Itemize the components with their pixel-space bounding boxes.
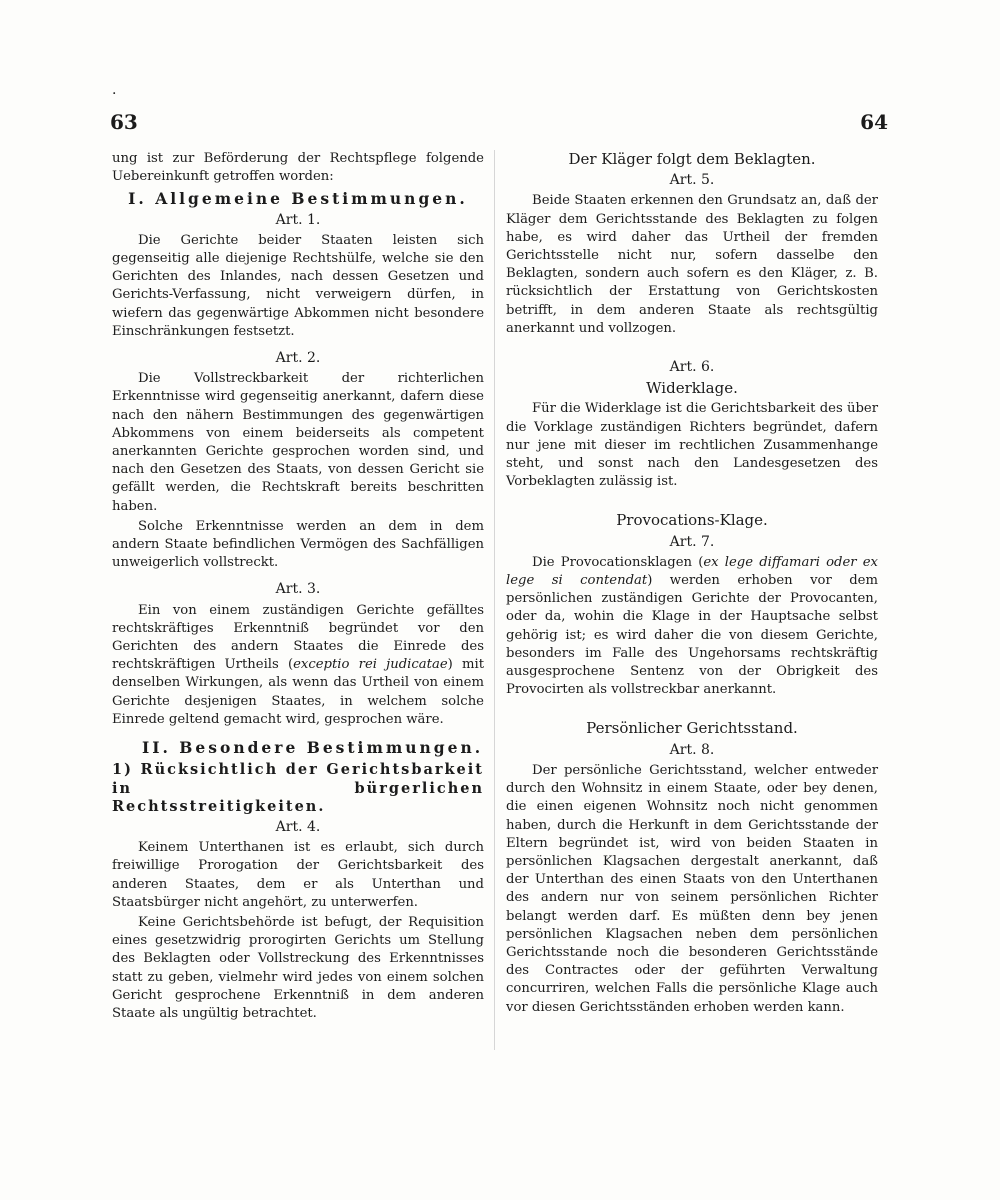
stray-mark: · [112, 86, 117, 102]
page-number-right: 64 [860, 110, 888, 134]
article-6-text: Für die Widerklage ist die Gerichtsbarkeit des über die Vorklage zuständigen Richters begründet, dafern nur jene mit dieser im rechtlichen Zusammenhange steht, und sonst nach den Landesgesetzen des Vorbeklagten zulässig ist. [506, 401, 878, 490]
article-7-text-before: Die Provocationsklagen ( [532, 554, 704, 570]
article-6-label: Art. 6. [669, 359, 715, 376]
article-2-label: Art. 2. [275, 350, 321, 367]
article-1-text: Die Gerichte beider Staaten leisten sich gegenseitig alle diejenige Rechtshülfe, welche sie den Gerichten des Inlandes, nach dessen Gesetzen und Gerichts-Verfassung, nicht verweigern dürfen, in wiefern das gegenwärtige Abkommen nicht besondere Einschränkungen festsetzt. [112, 232, 484, 339]
article-1-label: Art. 1. [275, 211, 321, 228]
article-2-text-b: Solche Erkenntnisse werden an dem in dem andern Staate befindlichen Vermögen des Sachfälligen unweigerlich vollstreckt. [112, 518, 484, 571]
intro-text: ung ist zur Beförderung der Rechtspflege folgende Uebereinkunft getroffen worden: [112, 151, 484, 185]
column-divider [494, 150, 495, 1050]
section-title-general: I. Allgemeine Bestimmungen. [128, 189, 468, 209]
left-column [112, 150, 484, 1025]
heading-personal-jurisdiction: Persönlicher Gerichtsstand. [586, 719, 798, 738]
section-title-special: II. Besondere Bestimmungen. [142, 738, 484, 758]
article-5-label: Art. 5. [669, 172, 715, 189]
article-8-label: Art. 8. [669, 741, 715, 758]
article-7-latin: ex lege diffamari oder ex lege si contendat [506, 554, 878, 589]
article-3-text-after: ) mit denselben Wirkungen, als wenn das Urtheil von einem Gerichte desjenigen Staates, in welchem solche Einrede geltend gemacht wird, gesprochen wäre. [112, 657, 484, 727]
article-3-latin: exceptio rei judicatae [293, 657, 448, 673]
article-4-label: Art. 4. [275, 818, 321, 835]
heading-claimant-follows: Der Kläger folgt dem Beklagten. [568, 150, 816, 168]
article-3-text [112, 602, 484, 729]
article-3-label: Art. 3. [275, 581, 321, 598]
heading-provocation-claim: Provocations-Klage. [616, 511, 768, 530]
article-7-text-after: ) werden erhoben vor dem persönlichen zuständigen Gerichte der Provocanten, oder da, wohin die Klage in der Hauptsache selbst gehörig ist; es wird daher die von diesem Gerichte, besonders im Falle des Ungehorsams rechtskräftig ausgesprochene Sentenz von der Obrigkeit des Provocirten als vollstreckbar anerkannt. [506, 573, 878, 698]
article-4-text-a: Keinem Unterthanen ist es erlaubt, sich durch freiwillige Prorogation der Gerichtsbarkeit des anderen Staates, dem er als Unterthan und Staatsbürger nicht angehört, zu unterwerfen. [112, 840, 484, 910]
article-2-text-a: Die Vollstreckbarkeit der richterlichen Erkenntnisse wird gegenseitig anerkannt, dafern diese nach den nähern Bestimmungen des gegenwärtigen Abkommens von einem beiderseits als competent anerkannten Gerichte gesprochen worden sind, und nach den Gesetzen des Staats, von dessen Gericht sie gefällt werden, die Rechtskraft bereits beschritten haben. [112, 371, 484, 514]
heading-counterclaim: Widerklage. [646, 379, 738, 398]
article-7-label: Art. 7. [669, 533, 715, 550]
article-4-text-b: Keine Gerichtsbehörde ist befugt, der Requisition eines gesetzwidrig prorogirten Gerichts um Stellung des Beklagten oder Vollstreckung des Erkenntnisses statt zu geben, vielmehr wird jedes von einem solchen Gericht gesprochene Erkenntniß in dem anderen Staate als ungültig betrachtet. [112, 914, 484, 1021]
article-5-text: Beide Staaten erkennen den Grundsatz an, daß der Kläger dem Gerichtsstande des Beklagten zu folgen habe, es wird daher das Urtheil der fremden Gerichtsstelle nicht nur, sofern dasselbe den Beklagten, sondern auch sofern es den Kläger, z. B. rücksichtlich der Erstattung von Gerichtskosten betrifft, in dem anderen Staate als rechtsgültig anerkannt und vollzogen. [506, 193, 878, 336]
right-column [506, 150, 878, 1019]
subsection-title-civil: 1) Rücksichtlich der Gerichtsbarkeit in bürgerlichen Rechtsstreitigkeiten. [112, 761, 484, 815]
page-number-left: 63 [110, 110, 138, 134]
article-8-text: Der persönliche Gerichtsstand, welcher entweder durch den Wohnsitz in einem Staate, oder bey denen, die einen eigenen Wohnsitz noch nicht genommen haben, durch die Herkunft in dem Gerichtsstande der Eltern begründet ist, wird von beiden Staaten in persönlichen Klagsachen dergestalt anerkannt, daß der Unterthan des einen Staats von den Unterthanen des andern nur von seinem persönlichen Richter belangt werden darf. Es müßten denn bey jenen persönlichen Klagsachen neben dem persönlichen Gerichtsstande noch die besonderen Gerichtsstände des Contractes oder der geführten Verwaltung concurriren, welchen Falls die persönliche Klage auch vor diesen Gerichtsständen erhoben werden kann. [506, 762, 878, 1015]
article-3-text-before: Ein von einem zuständigen Gerichte gefälltes rechtskräftiges Erkenntniß begründet vor den Gerichten des andern Staates die Einrede des rechtskräftigen Urtheils ( [112, 602, 484, 673]
article-7-text [506, 554, 878, 700]
